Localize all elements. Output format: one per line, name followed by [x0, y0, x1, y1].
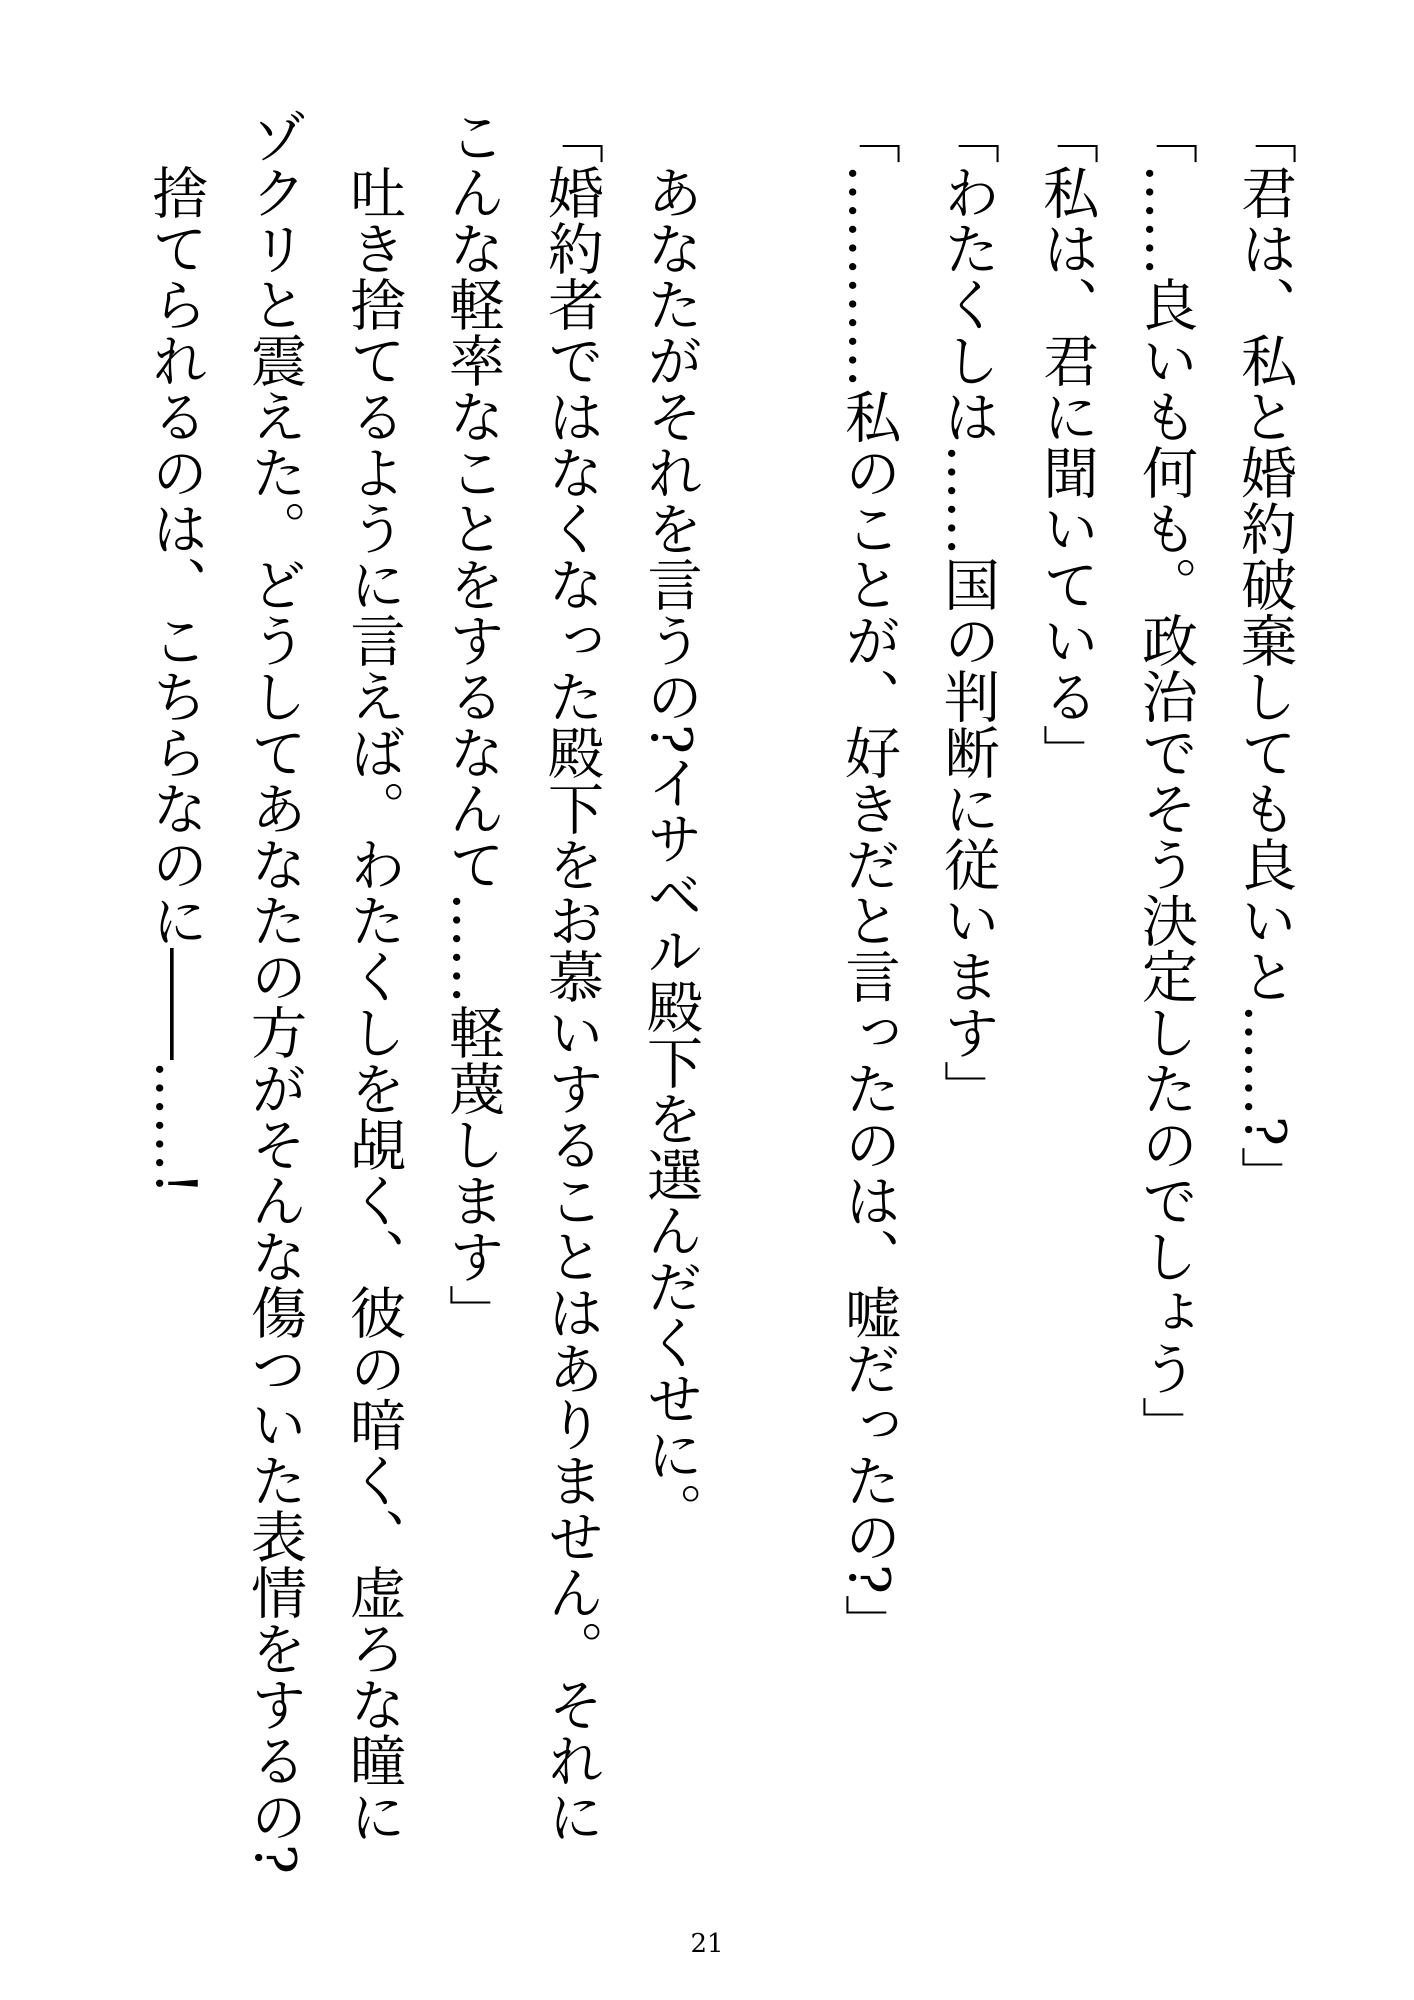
- page-number: 21: [690, 1929, 724, 1959]
- dialogue-paragraph: 「君は、私と婚約破棄しても良いと……?」: [1232, 108, 1297, 1203]
- dialogue-paragraph: 「私は、君に聞いている」: [1034, 108, 1099, 780]
- dialogue-paragraph: 「…………私のことが、好きだと言ったのは、嘘だったの?」: [836, 108, 901, 1651]
- dialogue-paragraph: 「婚約者ではなくなった殿下をお慕いすることはありません。それに こんな軽率なことをするなんて……軽蔑します」: [440, 108, 604, 1844]
- narration-paragraph: 吐き捨てるように言えば。わたくしを覘く、彼の暗く、虚ろな瞳に ゾクリと震えた。どうしてあなたの方がそんな傷ついた表情をするの?: [242, 108, 406, 1875]
- dialogue-paragraph: 「わたくしは……国の判断に従います」: [935, 108, 1000, 1116]
- blank-line: [720, 108, 819, 1988]
- dialogue-paragraph: 「……良いも何も。政治でそう決定したのでしょう」: [1133, 108, 1198, 1452]
- narration-paragraph: あなたがそれを言うの?イサベル殿下を選んだくせに。: [638, 164, 703, 1539]
- vertical-text-block: [126, 108, 1314, 1988]
- narration-paragraph: 捨てられるのは、こちらなのに――……!: [143, 164, 208, 1195]
